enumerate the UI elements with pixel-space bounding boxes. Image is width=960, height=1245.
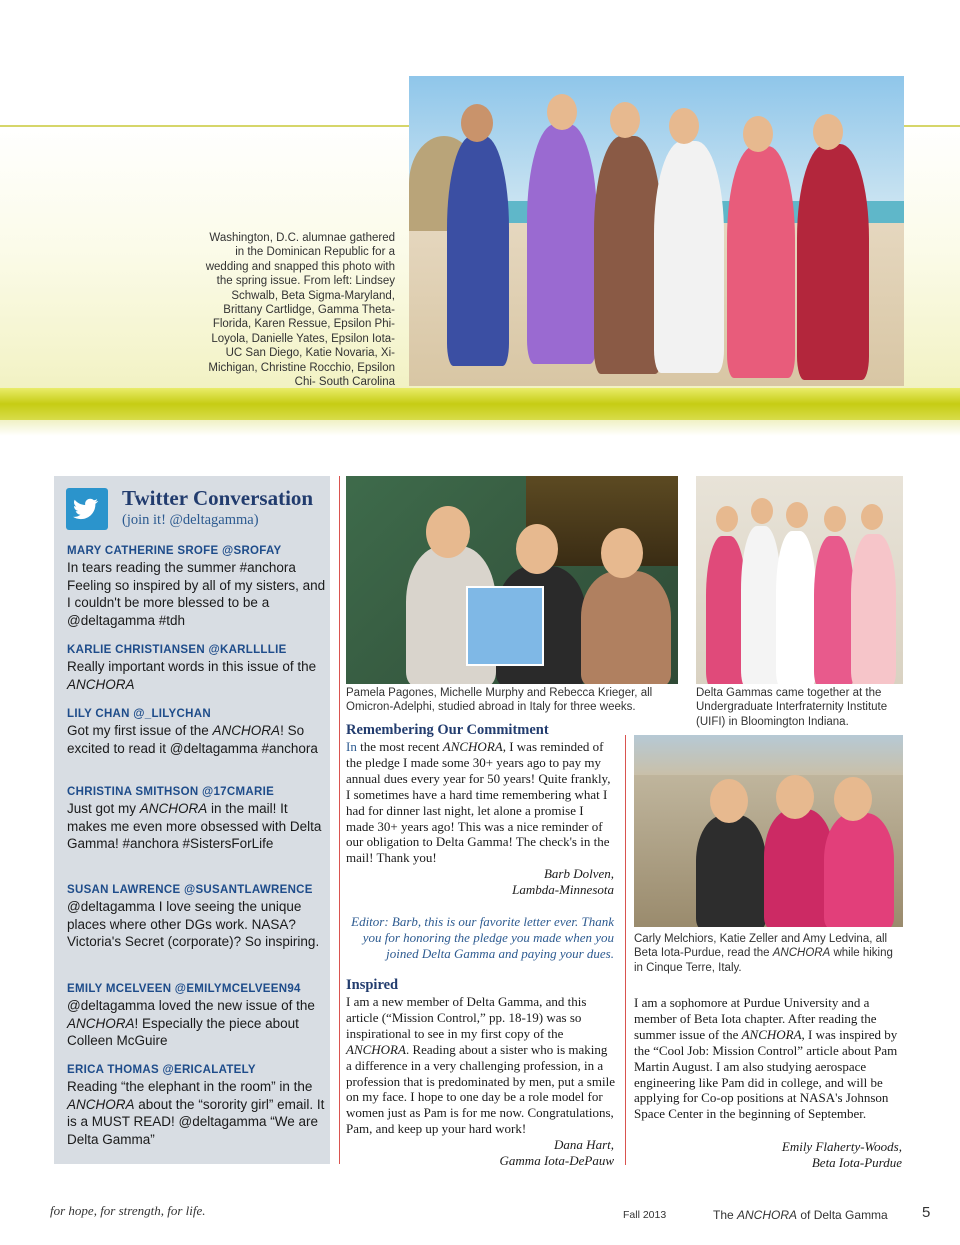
twitter-bird-icon — [66, 488, 108, 530]
uifi-group-photo — [696, 476, 903, 684]
twitter-subtitle: (join it! @deltagamma) — [122, 512, 259, 528]
column-divider — [339, 476, 340, 1164]
cinque-terre-photo — [634, 735, 903, 927]
editor-note: Editor: Barb, this is our favorite letter ever. Thank you for honoring the pledge you made when you joined Delta Gamma and paying your dues. — [351, 914, 614, 961]
purdue-signature-chapter: Beta Iota-Purdue — [811, 1155, 902, 1170]
tweet-handle: LILY CHAN @_LILYCHAN — [67, 708, 211, 720]
commitment-signature-name: Barb Dolven, — [543, 866, 614, 881]
purdue-signature-name: Emily Flaherty-Woods, — [781, 1139, 902, 1154]
tweet-handle: MARY CATHERINE SROFE @SROFAY — [67, 545, 282, 557]
tweet-handle: CHRISTINA SMITHSON @17CMARIE — [67, 786, 275, 798]
beach-group-photo — [409, 76, 904, 386]
lime-stripe-fade — [0, 420, 960, 436]
commitment-signature-chapter: Lambda-Minnesota — [512, 882, 614, 897]
commitment-heading: Remembering Our Commitment — [346, 722, 549, 738]
tweet — [67, 1064, 327, 1148]
beach-photo-caption: Washington, D.C. alumnae gathered in the Dominican Republic for a wedding and snapped this photo with the spring issue. From left: Lindsey Schwalb, Beta Sigma-Maryland, Brittany Cartlidge, Gamma Theta-Florida, Karen Ressue, Epsilon Phi-Loyola, Danielle Yates, Epsilon Iota-UC San Diego, Katie Novaria, Xi-Michigan, Christine Rocchio, Epsilon Chi- South Carolina — [205, 232, 395, 389]
commitment-body: In the most recent ANCHORA, I was reminded of the pledge I made some 30+ years ago to pay my annual dues every year for 50 years! Quite frankly, I sometimes have a hard time remembering what I had for dinner last night, let alone a promise I made 30+ years ago! This was a nice reminder of our obligation to Delta Gamma! The check's in the mail! Thank you! — [346, 739, 611, 866]
page-number: 5 — [922, 1204, 931, 1221]
tweet-text: Got my first issue of the ANCHORA! So excited to read it @deltagamma #anchora — [67, 723, 318, 756]
footer-issue-date: Fall 2013 — [623, 1209, 667, 1221]
inspired-body: I am a new member of Delta Gamma, and this article (“Mission Control,” pp. 18-19) was so inspirational to see in my first copy of the ANCHORA. Reading about a sister who is making a difference in a very challenging profession, in a profession that is predominated by men, put a smile on my face. I hope to one day be a role model for women just as Pam is for me now. Congratulations, Pam, and keep up your hard work! — [346, 994, 615, 1137]
footer-magazine-title: The ANCHORA of Delta Gamma — [713, 1208, 888, 1222]
column-divider — [625, 735, 626, 1165]
tweet-text: @deltagamma I love seeing the unique places where other DGs work. NASA? Victoria's Secret (corporate)? So inspiring. — [67, 899, 320, 949]
purdue-letter-body: I am a sophomore at Purdue University and a member of Beta Iota chapter. After reading the summer issue of the ANCHORA, I was inspired by the “Cool Job: Mission Control” article about Pam Martin August. I am also studying aerospace engineering like Pam did in college, and will be applying for Co-op positions at NASA's Johnson Space Center in the beginning of September. — [634, 995, 898, 1122]
inspired-signature-chapter: Gamma Iota-DePauw — [499, 1153, 614, 1168]
tweet-handle: SUSAN LAWRENCE @SUSANTLAWRENCE — [67, 884, 313, 896]
tweet-handle: KARLIE CHRISTIANSEN @KARLLLLIE — [67, 644, 287, 656]
tweet-text: Just got my ANCHORA in the mail! It makes me even more obsessed with Delta Gamma! #anchora #SistersForLife — [67, 801, 322, 851]
italy-photo-caption: Pamela Pagones, Michelle Murphy and Rebecca Krieger, all Omicron-Adelphi, studied abroad in Italy for three weeks. — [346, 687, 653, 714]
tweet — [67, 545, 327, 629]
tweet — [67, 644, 327, 693]
tweet — [67, 786, 327, 853]
cinque-photo-caption: Carly Melchiors, Katie Zeller and Amy Ledvina, all Beta Iota-Purdue, read the ANCHORA while hiking in Cinque Terre, Italy. — [634, 933, 893, 974]
tweet — [67, 983, 327, 1050]
tweet-text: Really important words in this issue of the ANCHORA — [67, 659, 317, 692]
lime-stripe — [0, 388, 960, 420]
twitter-title: Twitter Conversation — [122, 486, 314, 510]
inspired-signature-name: Dana Hart, — [554, 1137, 614, 1152]
tweet-handle: EMILY MCELVEEN @EMILYMCELVEEN94 — [67, 983, 301, 995]
tweet — [67, 708, 327, 757]
twitter-conversation-box — [54, 476, 330, 1164]
tweet-handle: ERICA THOMAS @ERICALATELY — [67, 1064, 256, 1076]
uifi-photo-caption: Delta Gammas came together at the Undergraduate Interfraternity Institute (UIFI) in Bloomington Indiana. — [696, 687, 888, 728]
inspired-heading: Inspired — [346, 977, 399, 993]
italy-gondola-photo — [346, 476, 678, 684]
tweet-text: Reading “the elephant in the room” in the ANCHORA about the “sorority girl” email. It is a MUST READ! @deltagamma “We are Delta Gamma” — [67, 1079, 325, 1147]
tweet-text: In tears reading the summer #anchora Feeling so inspired by all of my sisters, and I couldn't be more blessed to be a @deltagamma #tdh — [67, 560, 326, 628]
tweet-text: @deltagamma loved the new issue of the ANCHORA! Especially the piece about Colleen McGuire — [67, 998, 315, 1048]
tweet — [67, 884, 327, 951]
footer-tagline: for hope, for strength, for life. — [50, 1203, 206, 1218]
